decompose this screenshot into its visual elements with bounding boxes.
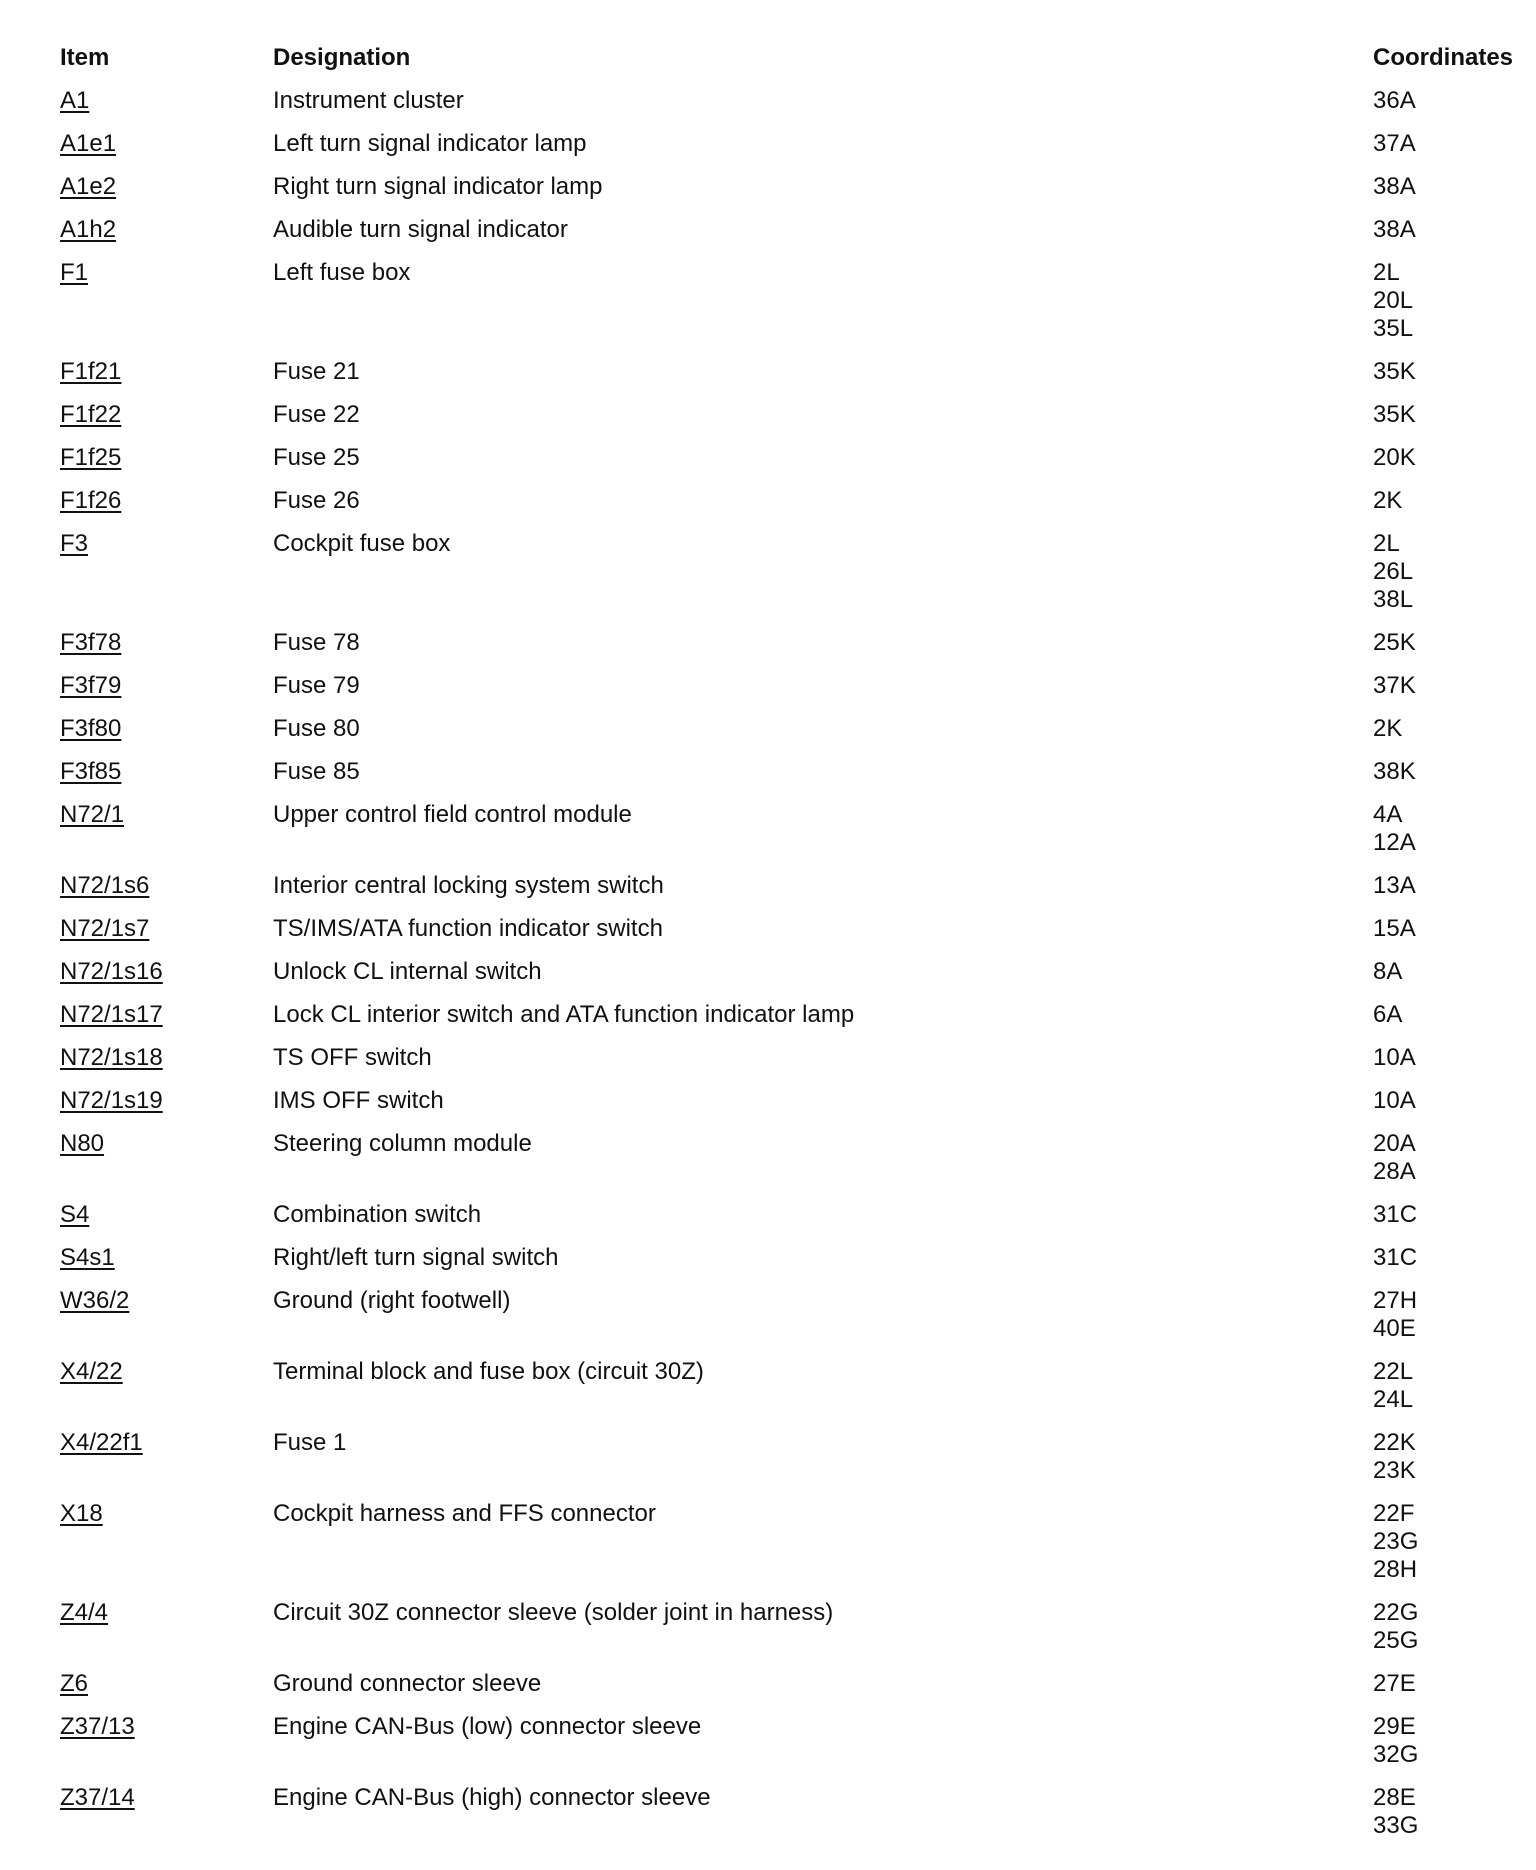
- designation-cell: Fuse 22: [273, 401, 360, 428]
- coordinates-cell: [1373, 130, 1536, 173]
- coordinate-value: 27E: [1373, 1670, 1416, 1697]
- designation-cell: Terminal block and fuse box (circuit 30Z): [273, 1358, 704, 1385]
- table-row: [60, 444, 1536, 487]
- item-column-header: Item: [60, 44, 110, 71]
- coordinate-value: 23G: [1373, 1528, 1419, 1555]
- table-row: [60, 715, 1536, 758]
- designation-cell: Upper control field control module: [273, 801, 632, 828]
- designation-cell: Unlock CL internal switch: [273, 958, 542, 985]
- table-row: [60, 1429, 1536, 1500]
- item-cell: [60, 259, 273, 358]
- designation-cell: Left turn signal indicator lamp: [273, 130, 587, 157]
- coordinate-value: 13A: [1373, 872, 1416, 899]
- coordinates-cell: [1373, 672, 1536, 715]
- item-cell: [60, 958, 273, 1001]
- item-cell: [60, 1201, 273, 1244]
- coordinate-value: 37A: [1373, 130, 1416, 157]
- coordinate-value: 22K: [1373, 1429, 1416, 1456]
- coordinate-value: 22G: [1373, 1599, 1419, 1626]
- item-link[interactable]: A1: [60, 87, 90, 114]
- coordinate-value: 38L: [1373, 586, 1414, 613]
- coordinate-value: 2K: [1373, 715, 1403, 742]
- item-link[interactable]: A1e1: [60, 130, 117, 157]
- table-row: [60, 758, 1536, 801]
- item-cell: [60, 1244, 273, 1287]
- coordinates-cell: [1373, 358, 1536, 401]
- item-link[interactable]: F1f26: [60, 487, 122, 514]
- item-link[interactable]: N72/1s6: [60, 872, 150, 899]
- table-row: [60, 672, 1536, 715]
- table-row: [60, 1500, 1536, 1599]
- table-row: [60, 1784, 1536, 1855]
- designation-cell: Fuse 85: [273, 758, 360, 785]
- table-header: [60, 44, 1536, 87]
- coordinate-value: 4A: [1373, 801, 1403, 828]
- item-cell: [60, 216, 273, 259]
- header-row: [60, 44, 1536, 87]
- coordinate-value: 25K: [1373, 629, 1416, 656]
- item-link[interactable]: F1f22: [60, 401, 122, 428]
- coordinate-value: 38A: [1373, 173, 1416, 200]
- designation-cell: Fuse 78: [273, 629, 360, 656]
- designation-cell: Engine CAN-Bus (low) connector sleeve: [273, 1713, 702, 1740]
- item-link[interactable]: W36/2: [60, 1287, 130, 1314]
- item-link[interactable]: Z37/14: [60, 1784, 135, 1811]
- item-link[interactable]: X4/22: [60, 1358, 123, 1385]
- coordinates-cell: [1373, 629, 1536, 672]
- item-cell: [60, 1001, 273, 1044]
- component-legend-table: [60, 44, 1536, 1855]
- designation-cell: Interior central locking system switch: [273, 872, 664, 899]
- designation-cell: TS OFF switch: [273, 1044, 432, 1071]
- designation-cell: Steering column module: [273, 1130, 532, 1157]
- item-link[interactable]: F3f85: [60, 758, 122, 785]
- coordinates-cell: [1373, 1500, 1536, 1599]
- table-row: [60, 1130, 1536, 1201]
- item-link[interactable]: Z37/13: [60, 1713, 135, 1740]
- coordinate-value: 23K: [1373, 1457, 1416, 1484]
- table-row: [60, 259, 1536, 358]
- item-link[interactable]: Z4/4: [60, 1599, 109, 1626]
- coordinates-cell: [1373, 1087, 1536, 1130]
- table-row: [60, 1044, 1536, 1087]
- item-cell: [60, 358, 273, 401]
- designation-cell: TS/IMS/ATA function indicator switch: [273, 915, 663, 942]
- coordinate-value: 25G: [1373, 1627, 1419, 1654]
- coordinate-value: 38A: [1373, 216, 1416, 243]
- coordinate-value: 20L: [1373, 287, 1414, 314]
- item-cell: [60, 401, 273, 444]
- designation-cell: Cockpit fuse box: [273, 530, 451, 557]
- item-link[interactable]: N72/1s16: [60, 958, 163, 985]
- designation-cell: Engine CAN-Bus (high) connector sleeve: [273, 1784, 711, 1811]
- item-link[interactable]: X4/22f1: [60, 1429, 143, 1456]
- table-row: [60, 130, 1536, 173]
- table-row: [60, 1201, 1536, 1244]
- coordinate-value: 31C: [1373, 1201, 1418, 1228]
- coordinates-cell: [1373, 915, 1536, 958]
- coordinate-value: 31C: [1373, 1244, 1418, 1271]
- table-row: [60, 1713, 1536, 1784]
- item-cell: [60, 130, 273, 173]
- item-cell: [60, 672, 273, 715]
- designation-cell: Fuse 80: [273, 715, 360, 742]
- item-link[interactable]: S4s1: [60, 1244, 115, 1271]
- item-link[interactable]: N72/1s7: [60, 915, 150, 942]
- coordinate-value: 20K: [1373, 444, 1416, 471]
- item-cell: [60, 87, 273, 130]
- item-cell: [60, 872, 273, 915]
- item-cell: [60, 487, 273, 530]
- table-row: [60, 1358, 1536, 1429]
- designation-cell: IMS OFF switch: [273, 1087, 444, 1114]
- coordinate-value: 33G: [1373, 1812, 1419, 1839]
- coordinate-value: 28E: [1373, 1784, 1416, 1811]
- table-row: [60, 487, 1536, 530]
- coordinate-value: 8A: [1373, 958, 1403, 985]
- coordinates-cell: [1373, 801, 1536, 872]
- item-cell: [60, 1358, 273, 1429]
- coordinates-cell: [1373, 1358, 1536, 1429]
- designation-cell: Fuse 21: [273, 358, 360, 385]
- item-cell: [60, 801, 273, 872]
- coordinates-cell: [1373, 1599, 1536, 1670]
- designation-cell: Right/left turn signal switch: [273, 1244, 559, 1271]
- coordinate-value: 24L: [1373, 1386, 1414, 1413]
- designation-cell: Fuse 25: [273, 444, 360, 471]
- table-row: [60, 1287, 1536, 1358]
- coordinates-column-header: Coordinates: [1373, 44, 1514, 71]
- coordinates-cell: [1373, 87, 1536, 130]
- coordinate-value: 22L: [1373, 1358, 1414, 1385]
- coordinates-cell: [1373, 1784, 1536, 1855]
- table-row: [60, 915, 1536, 958]
- designation-cell: Instrument cluster: [273, 87, 464, 114]
- table-row: [60, 173, 1536, 216]
- designation-cell: Audible turn signal indicator: [273, 216, 568, 243]
- item-cell: [60, 715, 273, 758]
- coordinate-value: 6A: [1373, 1001, 1403, 1028]
- coordinates-cell: [1373, 1130, 1536, 1201]
- designation-cell: Cockpit harness and FFS connector: [273, 1500, 656, 1527]
- item-link[interactable]: F1f21: [60, 358, 122, 385]
- coordinates-cell: [1373, 1287, 1536, 1358]
- table-row: [60, 1087, 1536, 1130]
- coordinates-cell: [1373, 1001, 1536, 1044]
- item-cell: [60, 1287, 273, 1358]
- table-row: [60, 1670, 1536, 1713]
- coordinate-value: 35K: [1373, 401, 1416, 428]
- item-cell: [60, 1087, 273, 1130]
- item-cell: [60, 530, 273, 629]
- coordinate-value: 10A: [1373, 1044, 1416, 1071]
- designation-cell: Fuse 26: [273, 487, 360, 514]
- table-row: [60, 1244, 1536, 1287]
- table-row: [60, 801, 1536, 872]
- table-row: [60, 1001, 1536, 1044]
- coordinates-cell: [1373, 173, 1536, 216]
- table-row: [60, 87, 1536, 130]
- coordinate-value: 26L: [1373, 558, 1414, 585]
- coordinates-cell: [1373, 259, 1536, 358]
- item-cell: [60, 758, 273, 801]
- coordinates-cell: [1373, 872, 1536, 915]
- coordinates-cell: [1373, 758, 1536, 801]
- item-link[interactable]: A1e2: [60, 173, 117, 200]
- designation-cell: Combination switch: [273, 1201, 482, 1228]
- item-cell: [60, 1044, 273, 1087]
- coordinate-value: 12A: [1373, 829, 1416, 856]
- coordinate-value: 15A: [1373, 915, 1416, 942]
- table-row: [60, 358, 1536, 401]
- table-body: [60, 87, 1536, 1855]
- coordinate-value: 35L: [1373, 315, 1414, 342]
- coordinates-cell: [1373, 1429, 1536, 1500]
- designation-cell: Lock CL interior switch and ATA function indicator lamp: [273, 1001, 855, 1028]
- coordinate-value: 28H: [1373, 1556, 1418, 1583]
- item-link[interactable]: F3f78: [60, 629, 122, 656]
- item-link[interactable]: N72/1: [60, 801, 125, 828]
- item-link[interactable]: N80: [60, 1130, 105, 1157]
- item-link[interactable]: F3f80: [60, 715, 122, 742]
- item-link[interactable]: N72/1s18: [60, 1044, 163, 1071]
- item-cell: [60, 1429, 273, 1500]
- designation-cell: Fuse 79: [273, 672, 360, 699]
- coordinate-value: 28A: [1373, 1158, 1416, 1185]
- item-link[interactable]: F3: [60, 530, 89, 557]
- item-link[interactable]: X18: [60, 1500, 103, 1527]
- item-cell: [60, 1670, 273, 1713]
- item-link[interactable]: S4: [60, 1201, 90, 1228]
- table-row: [60, 216, 1536, 259]
- coordinate-value: 22F: [1373, 1500, 1415, 1527]
- coordinate-value: 27H: [1373, 1287, 1418, 1314]
- item-link[interactable]: A1h2: [60, 216, 117, 243]
- designation-cell: Left fuse box: [273, 259, 411, 286]
- item-cell: [60, 1500, 273, 1599]
- item-link[interactable]: F1: [60, 259, 89, 286]
- coordinates-cell: [1373, 1670, 1536, 1713]
- coordinate-value: 20A: [1373, 1130, 1416, 1157]
- coordinate-value: 35K: [1373, 358, 1416, 385]
- coordinates-cell: [1373, 487, 1536, 530]
- coordinate-value: 29E: [1373, 1713, 1416, 1740]
- coordinate-value: 2L: [1373, 259, 1400, 286]
- item-link[interactable]: N72/1s17: [60, 1001, 163, 1028]
- designation-cell: Ground connector sleeve: [273, 1670, 542, 1697]
- item-cell: [60, 629, 273, 672]
- item-cell: [60, 1130, 273, 1201]
- designation-cell: Right turn signal indicator lamp: [273, 173, 603, 200]
- item-link[interactable]: F1f25: [60, 444, 122, 471]
- coordinate-value: 36A: [1373, 87, 1416, 114]
- coordinates-cell: [1373, 1044, 1536, 1087]
- table-row: [60, 1599, 1536, 1670]
- item-cell: [60, 1784, 273, 1855]
- coordinate-value: 32G: [1373, 1741, 1419, 1768]
- table-row: [60, 872, 1536, 915]
- designation-cell: Circuit 30Z connector sleeve (solder joint in harness): [273, 1599, 834, 1626]
- coordinate-value: 40E: [1373, 1315, 1416, 1342]
- coordinate-value: 38K: [1373, 758, 1416, 785]
- coordinate-value: 37K: [1373, 672, 1416, 699]
- coordinates-cell: [1373, 1244, 1536, 1287]
- item-cell: [60, 444, 273, 487]
- item-link[interactable]: Z6: [60, 1670, 89, 1697]
- table-row: [60, 958, 1536, 1001]
- coordinates-cell: [1373, 958, 1536, 1001]
- coordinate-value: 2L: [1373, 530, 1400, 557]
- coordinates-cell: [1373, 715, 1536, 758]
- coordinates-cell: [1373, 530, 1536, 629]
- item-cell: [60, 173, 273, 216]
- designation-column-header: Designation: [273, 44, 411, 71]
- item-link[interactable]: F3f79: [60, 672, 122, 699]
- designation-cell: Ground (right footwell): [273, 1287, 511, 1314]
- coordinates-cell: [1373, 216, 1536, 259]
- designation-cell: Fuse 1: [273, 1429, 347, 1456]
- item-cell: [60, 1599, 273, 1670]
- table-row: [60, 401, 1536, 444]
- coordinate-value: 10A: [1373, 1087, 1416, 1114]
- coordinates-cell: [1373, 401, 1536, 444]
- table-row: [60, 530, 1536, 629]
- item-cell: [60, 915, 273, 958]
- item-cell: [60, 1713, 273, 1784]
- table-row: [60, 629, 1536, 672]
- item-link[interactable]: N72/1s19: [60, 1087, 163, 1114]
- coordinate-value: 2K: [1373, 487, 1403, 514]
- coordinates-cell: [1373, 444, 1536, 487]
- coordinates-cell: [1373, 1201, 1536, 1244]
- coordinates-cell: [1373, 1713, 1536, 1784]
